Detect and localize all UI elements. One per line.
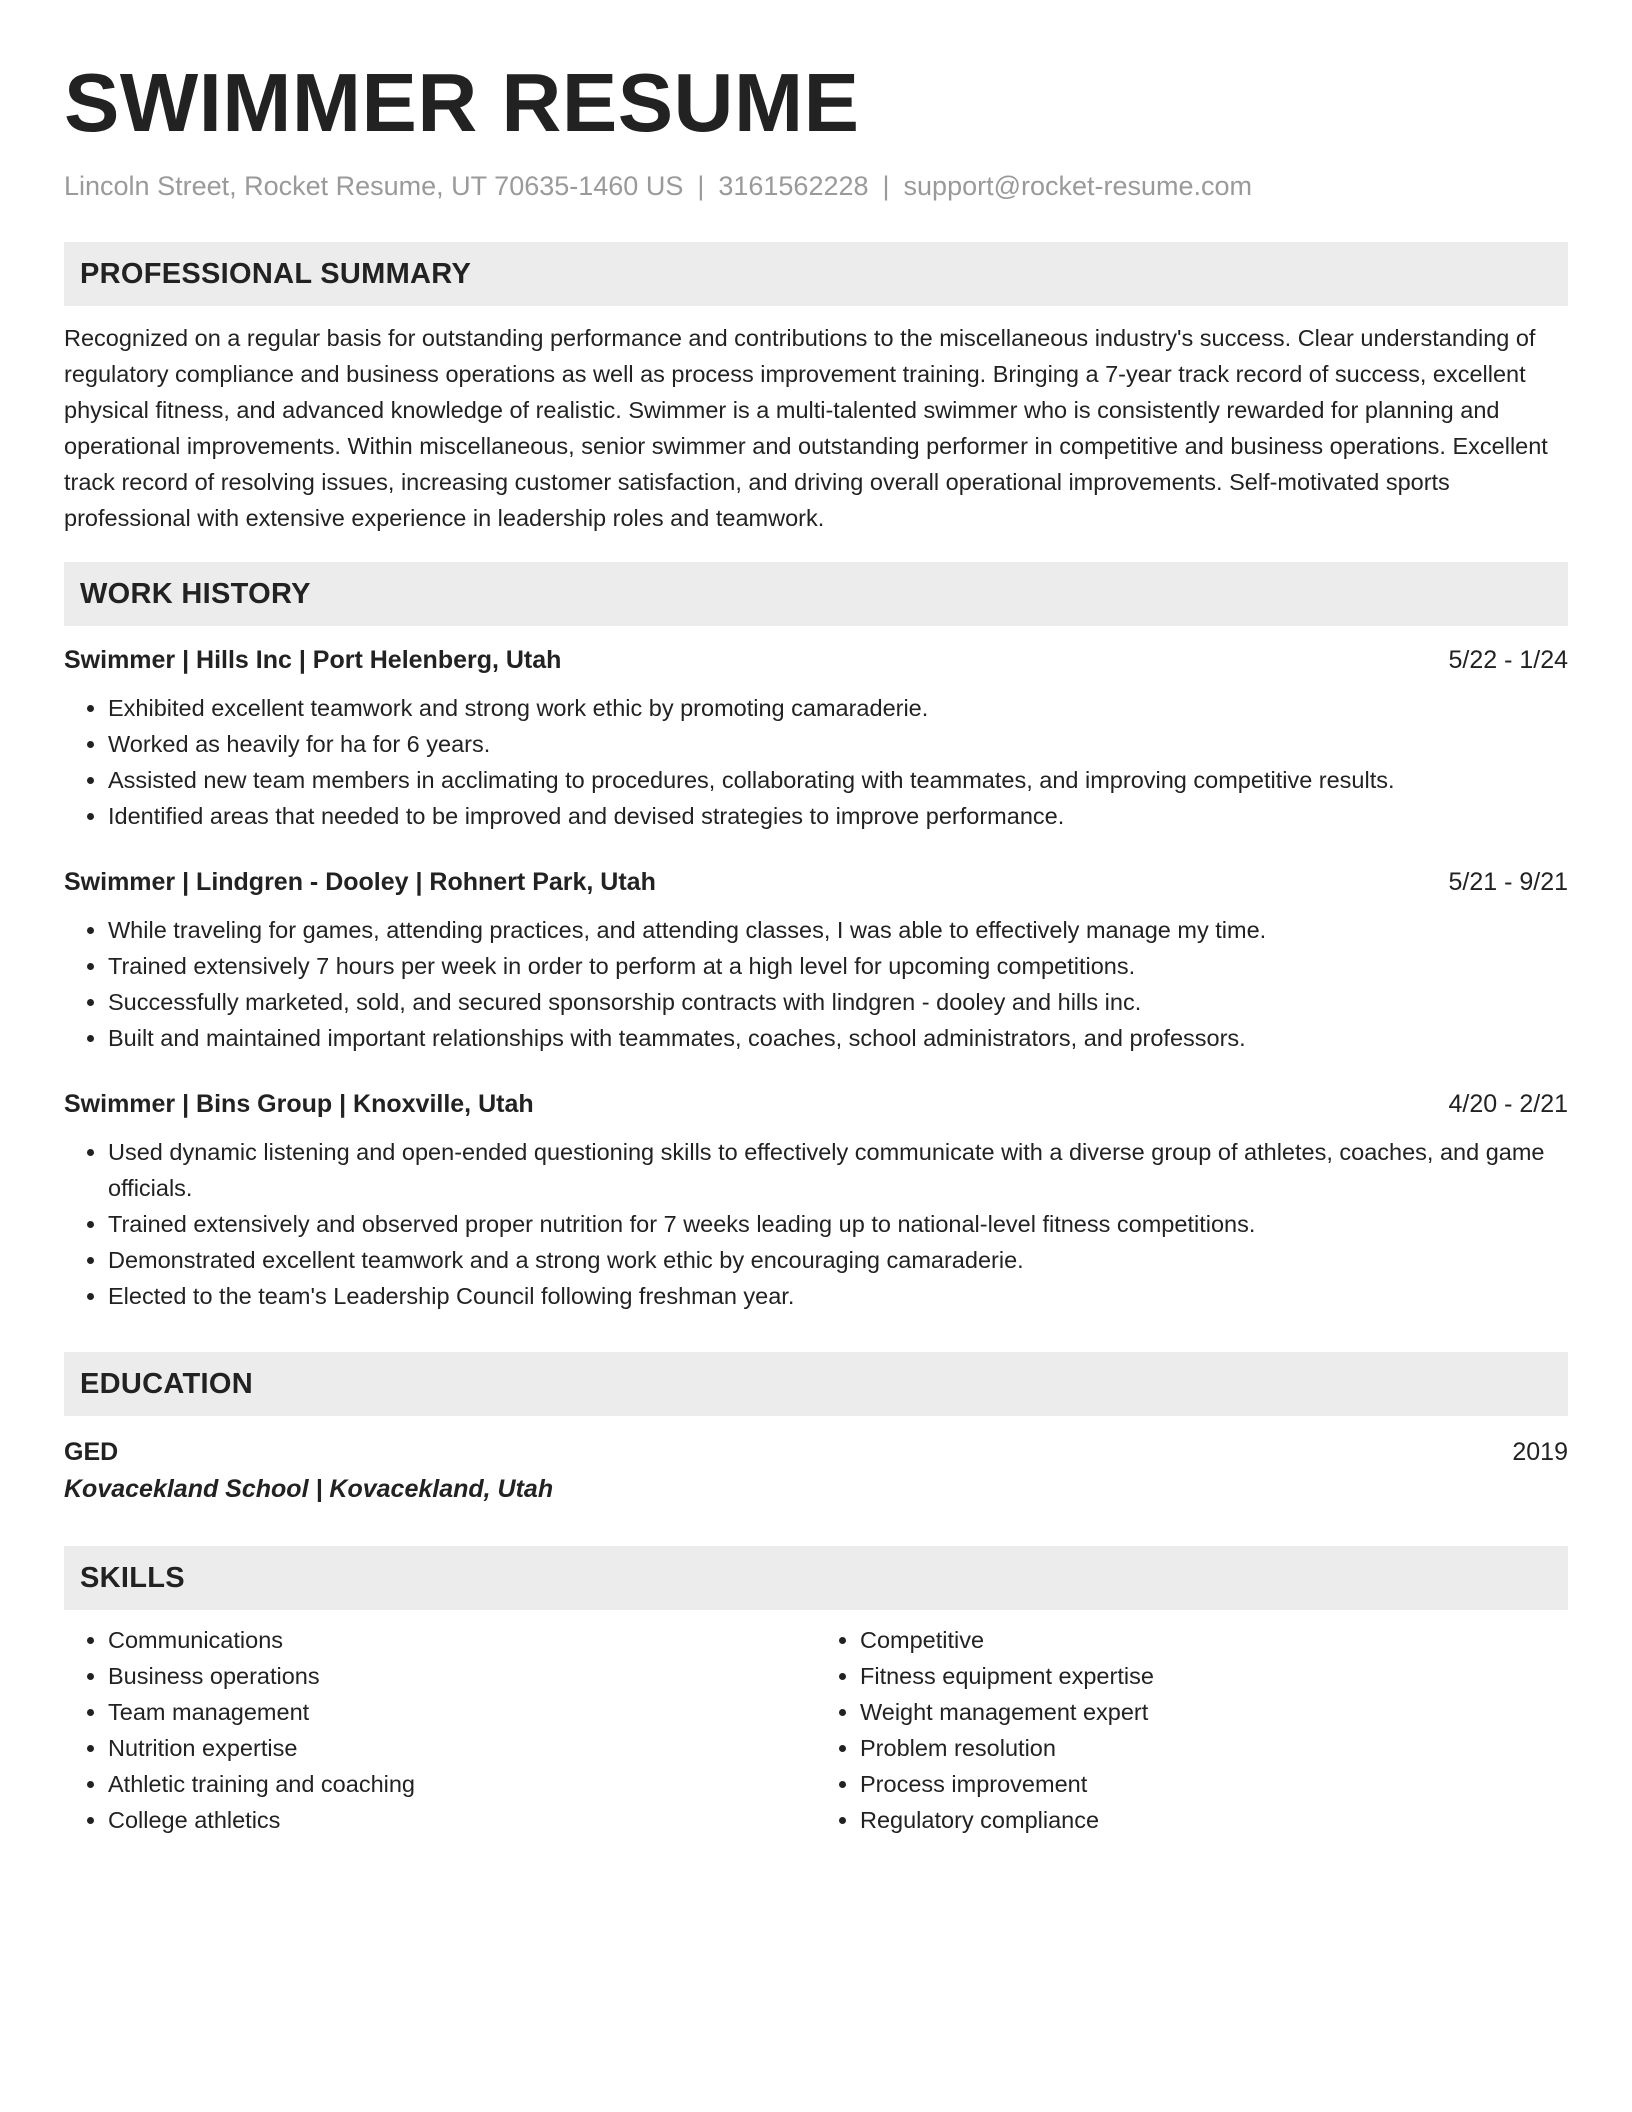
job-bullets: [64, 1134, 1568, 1314]
list-item: • Trained extensively 7 hours per week in order to perform at a high level for upcoming competitions.: [108, 948, 1568, 984]
job-entry: [64, 642, 1568, 834]
skills-column-left: [64, 1622, 816, 1838]
education-degree: GED: [64, 1438, 119, 1466]
work-history-heading: WORK HISTORY: [64, 562, 1568, 626]
education-year: 2019: [1512, 1438, 1568, 1466]
list-item: • Demonstrated excellent teamwork and a strong work ethic by encouraging camaraderie.: [108, 1242, 1568, 1278]
contact-phone: 3161562228: [718, 171, 869, 201]
list-item: • Regulatory compliance: [860, 1802, 1568, 1838]
list-item: • Fitness equipment expertise: [860, 1658, 1568, 1694]
job-bullets: [64, 690, 1568, 834]
resume-title: SWIMMER RESUME: [64, 56, 860, 149]
education-entry: [64, 1434, 1568, 1470]
work-history-list: [64, 642, 1568, 1314]
contact-line: [64, 168, 1568, 204]
list-item: • Athletic training and coaching: [108, 1766, 816, 1802]
education-heading: EDUCATION: [64, 1352, 1568, 1416]
list-item: • Worked as heavily for ha for 6 years.: [108, 726, 1568, 762]
skills-heading: SKILLS: [64, 1546, 1568, 1610]
skills-column-right: [816, 1622, 1568, 1838]
job-title: Swimmer | Lindgren - Dooley | Rohnert Park, Utah: [64, 868, 656, 896]
contact-separator: |: [697, 171, 705, 201]
list-item: • Business operations: [108, 1658, 816, 1694]
contact-separator: |: [882, 171, 890, 201]
skills-list: [64, 1622, 1568, 1838]
list-item: • Built and maintained important relationships with teammates, coaches, school administrators, and professors.: [108, 1020, 1568, 1056]
list-item: • Communications: [108, 1622, 816, 1658]
list-item: • Competitive: [860, 1622, 1568, 1658]
contact-email: support@rocket-resume.com: [903, 171, 1253, 201]
list-item: • While traveling for games, attending practices, and attending classes, I was able to effectively manage my time.: [108, 912, 1568, 948]
education-school: Kovacekland School | Kovacekland, Utah: [64, 1475, 554, 1503]
list-item: • Trained extensively and observed proper nutrition for 7 weeks leading up to national-level fitness competitions.: [108, 1206, 1568, 1242]
list-item: • Identified areas that needed to be improved and devised strategies to improve performance.: [108, 798, 1568, 834]
summary-heading: PROFESSIONAL SUMMARY: [64, 242, 1568, 306]
job-dates: 5/22 - 1/24: [1448, 646, 1568, 674]
job-bullets: [64, 912, 1568, 1056]
job-entry: [64, 864, 1568, 1056]
list-item: • Exhibited excellent teamwork and strong work ethic by promoting camaraderie.: [108, 690, 1568, 726]
list-item: • Team management: [108, 1694, 816, 1730]
list-item: • College athletics: [108, 1802, 816, 1838]
list-item: • Process improvement: [860, 1766, 1568, 1802]
job-title: Swimmer | Hills Inc | Port Helenberg, Utah: [64, 646, 562, 674]
list-item: • Successfully marketed, sold, and secured sponsorship contracts with lindgren - dooley and hills inc.: [108, 984, 1568, 1020]
job-entry: [64, 1086, 1568, 1314]
job-dates: 4/20 - 2/21: [1448, 1090, 1568, 1118]
job-dates: 5/21 - 9/21: [1448, 868, 1568, 896]
job-title: Swimmer | Bins Group | Knoxville, Utah: [64, 1090, 534, 1118]
list-item: • Problem resolution: [860, 1730, 1568, 1766]
list-item: • Used dynamic listening and open-ended questioning skills to effectively communicate with a diverse group of athletes, coaches, and game officials.: [108, 1134, 1568, 1206]
list-item: • Assisted new team members in acclimating to procedures, collaborating with teammates, and improving competitive results.: [108, 762, 1568, 798]
summary-text: Recognized on a regular basis for outstanding performance and contributions to the miscellaneous industry's success. Clear understanding of regulatory compliance and business operations as well as process improvement training. Bringing a 7-year track record of success, excellent physical fitness, and advanced knowledge of realistic. Swimmer is a multi-talented swimmer who is consistently rewarded for planning and operational improvements. Within miscellaneous, senior swimmer and outstanding performer in competitive and business operations. Excellent track record of resolving issues, increasing customer satisfaction, and driving overall operational improvements. Self-motivated sports professional with extensive experience in leadership roles and teamwork.: [64, 325, 1548, 531]
list-item: • Weight management expert: [860, 1694, 1568, 1730]
list-item: • Nutrition expertise: [108, 1730, 816, 1766]
list-item: • Elected to the team's Leadership Council following freshman year.: [108, 1278, 1568, 1314]
contact-address: Lincoln Street, Rocket Resume, UT 70635-1460 US: [64, 171, 684, 201]
